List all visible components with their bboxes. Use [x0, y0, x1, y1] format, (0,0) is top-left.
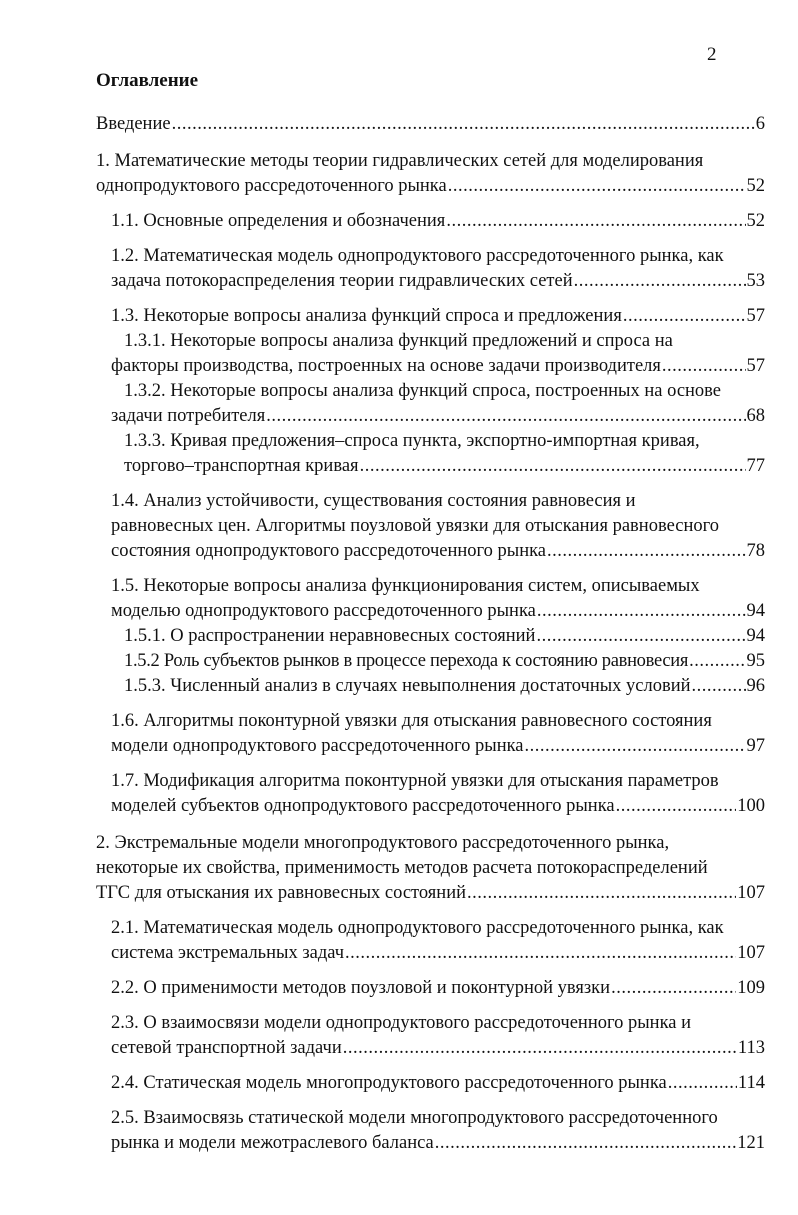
leader-dots: [668, 1071, 737, 1096]
toc-entry-title: факторы производства, построенных на основе задачи производителя: [111, 356, 661, 376]
page-number: 2: [707, 44, 717, 65]
toc-entry-title: Введение: [96, 114, 171, 134]
toc-entry-1-1[interactable]: [111, 209, 765, 234]
toc-entry-line: 1.3.2. Некоторые вопросы анализа функций спроса, построенных на основе: [124, 381, 722, 401]
toc-page-number: 109: [737, 978, 765, 998]
toc-entry-2-5[interactable]: [111, 1106, 765, 1156]
leader-dots: [343, 1036, 737, 1061]
toc-page-number: 113: [737, 1038, 765, 1058]
toc-page-number: 6: [755, 114, 765, 134]
toc-entry-1-4[interactable]: [111, 489, 765, 564]
toc-page-number: 77: [746, 456, 765, 476]
toc-entry-title: 1.3. Некоторые вопросы анализа функций спроса и предложения: [111, 306, 622, 326]
toc-page-number: 78: [746, 541, 765, 561]
toc-entry-title: моделей субъектов однопродуктового рассредоточенного рынка: [111, 796, 615, 816]
toc-entry-1[interactable]: [96, 149, 765, 199]
toc-entry-line: 1.3.3. Кривая предложения–спроса пункта, экспортно-импортная кривая,: [124, 431, 700, 451]
toc-entry-line: 1.5. Некоторые вопросы анализа функционирования систем, описываемых: [111, 576, 700, 596]
toc-entry-title: 2.4. Статическая модель многопродуктового рассредоточенного рынка: [111, 1073, 667, 1093]
leader-dots: [547, 539, 745, 564]
toc-page-number: 94: [746, 601, 765, 621]
toc-entry-line: 1.7. Модификация алгоритма поконтурной увязки для отыскания параметров: [111, 771, 719, 791]
toc-entry-title: модели однопродуктового рассредоточенного рынка: [111, 736, 524, 756]
toc-entry-title: состояния однопродуктового рассредоточенного рынка: [111, 541, 547, 561]
toc-entry-1-2[interactable]: [111, 244, 765, 294]
toc-page-number: 68: [746, 406, 765, 426]
toc-entry-1-5-3[interactable]: [124, 674, 765, 699]
toc-page-number: 57: [746, 356, 765, 376]
toc-entry-1-3-2[interactable]: [111, 379, 765, 429]
leader-dots: [448, 174, 746, 199]
toc-entry-title: задача потокораспределения теории гидравлических сетей: [111, 271, 573, 291]
toc-entry-title: 2.2. О применимости методов поузловой и поконтурной увязки: [111, 978, 611, 998]
toc-page-number: 107: [737, 883, 765, 903]
toc-entry-2-1[interactable]: [111, 916, 765, 966]
toc-entry-title: 1.5.3. Численный анализ в случаях невыполнения достаточных условий: [124, 676, 691, 696]
leader-dots: [536, 624, 745, 649]
toc-entry-title: ТГС для отыскания их равновесных состояний: [96, 883, 466, 903]
toc-page-number: 94: [746, 626, 765, 646]
toc-entry-line: 1.4. Анализ устойчивости, существования состояния равновесия и: [111, 491, 636, 511]
toc-entry-1-5-1[interactable]: [124, 624, 765, 649]
toc-entry-line: 1. Математические методы теории гидравлических сетей для моделирования: [96, 151, 704, 171]
toc-page-number: 95: [746, 651, 765, 671]
toc-entry-line: некоторые их свойства, применимость методов расчета потокораспределений: [96, 858, 708, 878]
leader-dots: [360, 454, 746, 479]
toc-entry-1-3[interactable]: [111, 304, 765, 329]
leader-dots: [446, 209, 745, 234]
toc-entry-2-2[interactable]: [111, 976, 765, 1001]
leader-dots: [172, 112, 755, 137]
leader-dots: [467, 881, 736, 906]
toc-entry-title: однопродуктового рассредоточенного рынка: [96, 176, 447, 196]
toc-heading: Оглавление: [96, 70, 199, 91]
toc-entry-1-3-1[interactable]: [111, 329, 765, 379]
leader-dots: [345, 941, 736, 966]
toc-entry-line: 1.3.1. Некоторые вопросы анализа функций предложений и спроса на: [124, 331, 673, 351]
leader-dots: [574, 269, 746, 294]
toc-page-number: 57: [746, 306, 765, 326]
toc-entry-2-3[interactable]: [111, 1011, 765, 1061]
toc-entry-title: 1.5.2 Роль субъектов рынков в процессе перехода к состоянию равновесия: [124, 651, 689, 671]
toc-entry-line: 2.3. О взаимосвязи модели однопродуктового рассредоточенного рынка и: [111, 1013, 692, 1033]
toc-entry-title: рынка и модели межотраслевого баланса: [111, 1133, 434, 1153]
toc-page-number: 52: [746, 176, 765, 196]
toc-page-number: 114: [737, 1073, 765, 1093]
toc-page-number: 96: [746, 676, 765, 696]
leader-dots: [662, 354, 746, 379]
toc-entry-title: система экстремальных задач: [111, 943, 345, 963]
toc-entry-line: 1.2. Математическая модель однопродуктового рассредоточенного рынка, как: [111, 246, 724, 266]
toc-entry-1-5[interactable]: [111, 574, 765, 624]
leader-dots: [692, 674, 746, 699]
toc-entry-line: равновесных цен. Алгоритмы поузловой увязки для отыскания равновесного: [111, 516, 719, 536]
table-of-contents: [0, 112, 798, 1156]
leader-dots: [623, 304, 746, 329]
toc-entry-line: 2.1. Математическая модель однопродуктового рассредоточенного рынка, как: [111, 918, 724, 938]
toc-entry-1-6[interactable]: [111, 709, 765, 759]
toc-entry-line: 2. Экстремальные модели многопродуктового рассредоточенного рынка,: [96, 833, 670, 853]
toc-page-number: 100: [737, 796, 765, 816]
leader-dots: [266, 404, 745, 429]
toc-entry-title: 1.5.1. О распространении неравновесных состояний: [124, 626, 536, 646]
toc-entry-2-4[interactable]: [111, 1071, 765, 1096]
leader-dots: [611, 976, 736, 1001]
toc-entry-line: 2.5. Взаимосвязь статической модели многопродуктового рассредоточенного: [111, 1108, 718, 1128]
leader-dots: [525, 734, 746, 759]
leader-dots: [537, 599, 746, 624]
leader-dots: [689, 649, 745, 674]
toc-page-number: 121: [737, 1133, 765, 1153]
toc-entry-title: 1.1. Основные определения и обозначения: [111, 211, 446, 231]
toc-entry-line: 1.6. Алгоритмы поконтурной увязки для отыскания равновесного состояния: [111, 711, 712, 731]
toc-page-number: 97: [746, 736, 765, 756]
toc-entry-intro[interactable]: [96, 112, 765, 137]
leader-dots: [616, 794, 737, 819]
toc-entry-1-7[interactable]: [111, 769, 765, 819]
toc-entry-title: торгово–транспортная кривая: [124, 456, 359, 476]
leader-dots: [435, 1131, 736, 1156]
toc-entry-title: сетевой транспортной задачи: [111, 1038, 342, 1058]
toc-entry-title: задачи потребителя: [111, 406, 266, 426]
toc-page-number: 52: [746, 211, 765, 231]
toc-page-number: 107: [737, 943, 765, 963]
toc-page-number: 53: [746, 271, 765, 291]
toc-entry-1-3-3[interactable]: [124, 429, 765, 479]
toc-entry-1-5-2[interactable]: [124, 649, 765, 674]
toc-entry-2[interactable]: [96, 831, 765, 906]
toc-entry-title: моделью однопродуктового рассредоточенного рынка: [111, 601, 536, 621]
